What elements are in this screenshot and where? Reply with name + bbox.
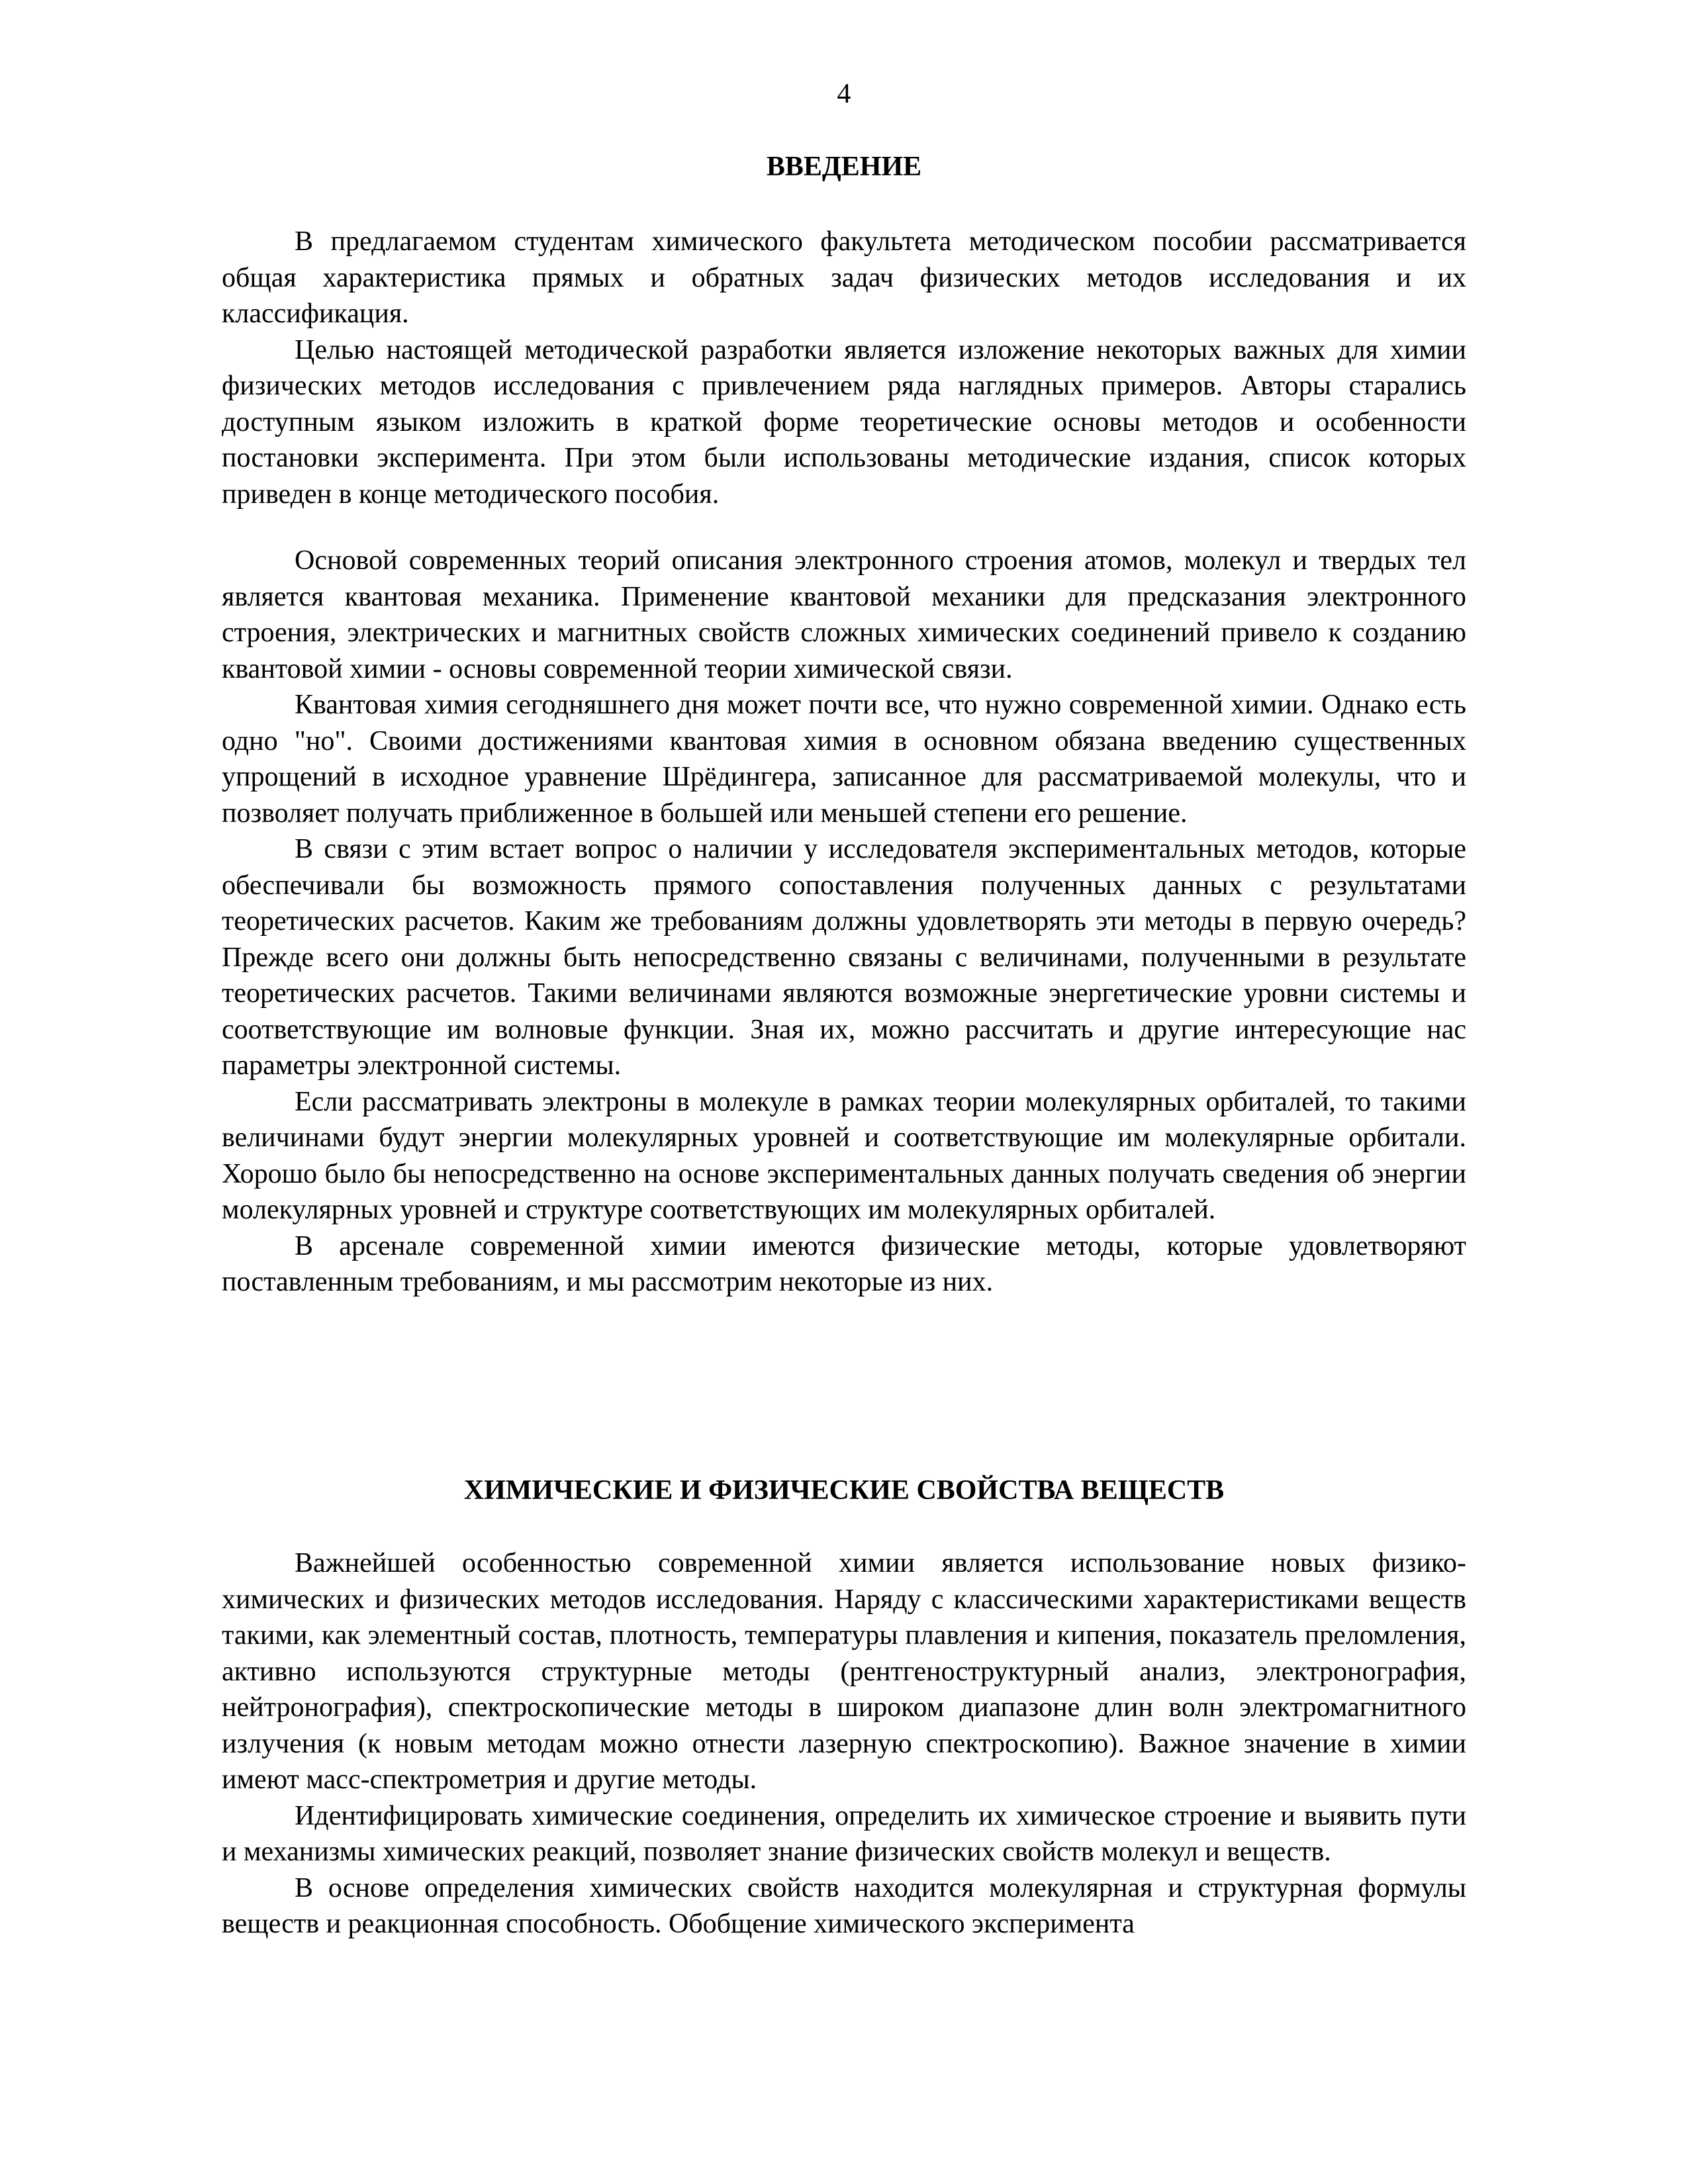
page-number: 4: [837, 79, 851, 109]
paragraph: В арсенале современной химии имеются физические методы, которые удовлетворяют поставленным требованиям, и мы рассмотрим некоторые из них.: [222, 1230, 1466, 1297]
paragraph: Если рассматривать электроны в молекуле в рамках теории молекулярных орбиталей, то такими величинами будут энергии молекулярных уровней и соответствующие им молекулярные орбитали. Хорошо было бы непосредственно на основе экспериментальных данных получать сведения об энергии молекулярных уровней и структуре соответствующих им молекулярных орбиталей.: [222, 1086, 1466, 1225]
introduction-text-part1: [222, 224, 1466, 512]
paragraph: В основе определения химических свойств находится молекулярная и структурная формулы веществ и реакционная способность. Обобщение химического эксперимента: [222, 1872, 1466, 1939]
introduction-heading: ВВЕДЕНИЕ: [766, 152, 922, 182]
paragraph: Целью настоящей методической разработки является изложение некоторых важных для химии физических методов исследования с привлечением ряда наглядных примеров. Авторы старались доступным языком изложить в краткой форме теоретические основы методов и особенности постановки эксперимента. При этом были использованы методические издания, список которых приведен в конце методического пособия.: [222, 334, 1466, 510]
introduction-text-part2: [222, 543, 1466, 1300]
paragraph: В предлагаемом студентам химического факультета методическом пособии рассматривается общая характеристика прямых и обратных задач физических методов исследования и их классификация.: [222, 226, 1466, 329]
properties-section-text: [222, 1545, 1466, 1942]
paragraph: Важнейшей особенностью современной химии является использование новых физико-химических и физических методов исследования. Наряду с классическими характеристиками веществ такими, как элементный состав, плотность, температуры плавления и кипения, показатель преломления, активно используются структурные методы (рентгеноструктурный анализ, электронография, нейтронография), спектроскопические методы в широком диапазоне длин волн электромагнитного излучения (к новым методам можно отнести лазерную спектроскопию). Важное значение в химии имеют масс-спектрометрия и другие методы.: [222, 1548, 1466, 1795]
paragraph: Основой современных теорий описания электронного строения атомов, молекул и твердых тел является квантовая механика. Применение квантовой механики для предсказания электронного строения, электрических и магнитных свойств сложных химических соединений привело к созданию квантовой химии - основы современной теории химической связи.: [222, 545, 1466, 684]
paragraph: Квантовая химия сегодняшнего дня может почти все, что нужно современной химии. Однако есть одно "но". Своими достижениями квантовая химия в основном обязана введению существенных упрощений в исходное уравнение Шрёдингера, записанное для рассматриваемой молекулы, что и позволяет получать приближенное в большей или меньшей степени его решение.: [222, 690, 1466, 829]
properties-section-heading: ХИМИЧЕСКИЕ И ФИЗИЧЕСКИЕ СВОЙСТВА ВЕЩЕСТВ: [463, 1475, 1225, 1506]
paragraph: В связи с этим встает вопрос о наличии у исследователя экспериментальных методов, которые обеспечивали бы возможность прямого сопоставления полученных данных с результатами теоретических расчетов. Каким же требованиям должны удовлетворять эти методы в первую очередь? Прежде всего они должны быть непосредственно связаны с величинами, полученными в результате теоретических расчетов. Такими величинами являются возможные энергетические уровни системы и соответствующие им волновые функции. Зная их, можно рассчитать и другие интересующие нас параметры электронной системы.: [222, 834, 1466, 1081]
paragraph: Идентифицировать химические соединения, определить их химическое строение и выявить пути и механизмы химических реакций, позволяет знание физических свойств молекул и веществ.: [222, 1800, 1466, 1867]
